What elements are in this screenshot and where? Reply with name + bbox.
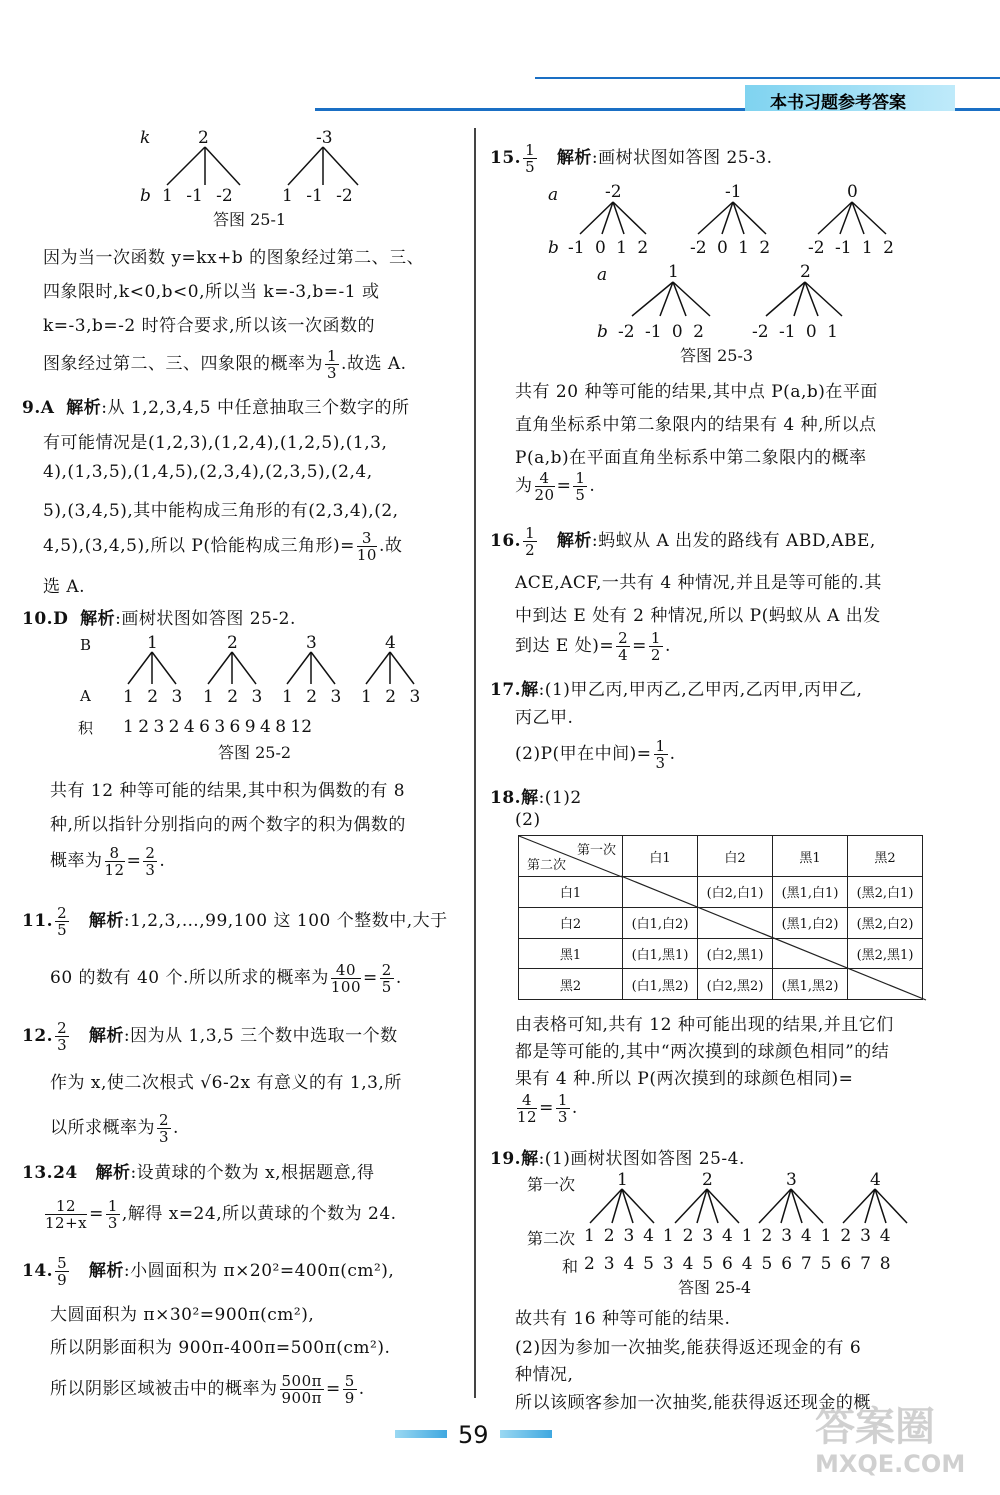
q8-line-1: 因为当一次函数 y=kx+b 的图象经过第二、三、 (43, 248, 425, 268)
q10-root-4: 4 (385, 633, 396, 653)
q8-text: 图象经过第二、三、四象限的概率为 (43, 354, 323, 374)
q16-line-3: 中到达 E 处有 2 种情况,所以 P(蚂蚁从 A 出发 (515, 606, 881, 626)
q13-line-1 (22, 1158, 374, 1183)
q13-text-2: ,解得 x=24,所以黄球的个数为 24. (121, 1204, 397, 1224)
den: 900π (281, 1389, 322, 1407)
column-divider (474, 128, 476, 1398)
q14-fraction-2 (343, 1373, 357, 1406)
eq: = (556, 476, 572, 496)
den: 5 (381, 978, 392, 996)
col-header: 白2 (698, 836, 773, 877)
tree1-root-1: 2 (198, 128, 209, 148)
table-cell: (白2,黑2) (698, 969, 773, 1000)
q15-line-4: P(a,b)在平面直角坐标系中第二象限内的概率 (515, 448, 867, 468)
q19-sums: 2 3 4 5 3 4 5 6 4 5 6 7 5 6 7 8 (584, 1254, 891, 1274)
q13-fraction-1 (45, 1198, 87, 1231)
q18-line-1 (490, 783, 582, 808)
q11-text: :1,2,3,…,99,100 这 100 个整数中,大于 (123, 911, 448, 931)
q14-tag: 解析 (88, 1261, 124, 1281)
q10-a-row-4: 1 2 3 (361, 687, 421, 707)
den: 12 (104, 861, 125, 879)
q15-fraction-1 (535, 470, 555, 503)
q18-end: . (571, 1098, 578, 1118)
q10-line-1 (22, 604, 296, 629)
num: 12 (45, 1198, 87, 1215)
q16-answer (523, 525, 537, 558)
q10-products: 1 2 3 2 4 6 3 6 9 4 8 12 (123, 717, 313, 737)
q16-fraction-1 (616, 630, 630, 663)
q16-number: 16. (490, 531, 522, 551)
q18-fraction-2 (556, 1092, 570, 1125)
q19-label-sum: 和 (562, 1257, 579, 1276)
q12-tag: 解析 (88, 1026, 124, 1046)
den: 9 (57, 1271, 68, 1289)
q15-root-bottom-1: 1 (668, 262, 679, 282)
q12-text-3: 以所求概率为 (50, 1118, 155, 1138)
num: 1 (575, 469, 586, 487)
q9-text-5: 4,5),(3,4,5),所以 P(恰能构成三角形)= (43, 536, 355, 556)
q15-leaves-top-1: -1 0 1 2 (568, 238, 649, 258)
table-diagonal (621, 876, 926, 1000)
row-header: 黑1 (519, 938, 623, 969)
corner-bottom: 第二次 (527, 858, 567, 873)
figure-caption-25-2: 答图 25-2 (218, 743, 292, 762)
table-cell: (黑1,黑2) (773, 969, 848, 1000)
q9-fraction (357, 530, 377, 563)
q10-root-3: 3 (306, 633, 317, 653)
q19-after-4: 所以该顾客参加一次抽奖,能获得返还现金的概 (515, 1393, 871, 1413)
q8-line-2: 四象限时,k<0,b<0,所以当 k=-3,b=-1 或 (43, 282, 380, 302)
q10-label-product: 积 (78, 719, 94, 737)
q10-label-b: B (80, 636, 92, 654)
q10-tag: 解析 (80, 609, 116, 629)
q10-line-4 (50, 845, 165, 878)
q10-line-2: 共有 12 种等可能的结果,其中积为偶数的有 8 (50, 781, 406, 801)
q15-line-3: 直角坐标系中第二象限内的结果有 4 种,所以点 (515, 415, 877, 435)
q8-line-4 (43, 348, 407, 381)
q8-fraction (325, 348, 339, 381)
q11-tag: 解析 (88, 911, 124, 931)
q10-text: :画树状图如答图 25-2. (115, 609, 296, 629)
den: 12+x (45, 1214, 88, 1232)
q10-line-3: 种,所以指针分别指向的两个数字的积为偶数的 (50, 815, 406, 835)
figure-caption-25-4: 答图 25-4 (678, 1278, 752, 1297)
eq: = (539, 1098, 554, 1118)
num: 1 (525, 141, 536, 159)
q12-number: 12. (22, 1026, 54, 1046)
num: 500π (281, 1372, 322, 1390)
q15-end: . (589, 476, 596, 496)
num: 3 (357, 530, 377, 547)
q19-label-first: 第一次 (527, 1175, 576, 1194)
q19-number: 19.解 (490, 1149, 539, 1169)
figure-caption-25-1: 答图 25-1 (213, 210, 287, 229)
q15-line-2: 共有 20 种等可能的结果,其中点 P(a,b)在平面 (515, 382, 878, 402)
q11-line-2 (50, 962, 402, 995)
q19-root-1: 1 (617, 1170, 628, 1190)
q15-leaves-top-3: -2 -1 1 2 (808, 238, 894, 258)
q12-text: :因为从 1,3,5 三个数中选取一个数 (123, 1026, 398, 1046)
table-corner (519, 836, 623, 877)
col-header: 白1 (623, 836, 698, 877)
q15-label-b-bottom: b (597, 322, 608, 342)
q9-line-5 (43, 530, 402, 563)
tree1-root-2: -3 (316, 128, 333, 148)
num: 2 (381, 961, 392, 979)
table-cell: (白1,黑1) (623, 938, 698, 969)
q9-text: :从 1,2,3,4,5 中任意抽取三个数字的所 (101, 398, 410, 418)
q14-line-1 (22, 1255, 394, 1288)
q18-fraction-1 (517, 1092, 537, 1125)
q16-text: :蚂蚁从 A 出发的路线有 ABD,ABE, (591, 531, 876, 551)
den: 3 (557, 1108, 568, 1126)
den: 3 (57, 1036, 68, 1054)
q16-line-1 (490, 525, 876, 558)
q15-root-top-2: -1 (725, 182, 742, 202)
table-cell: (白2,白1) (698, 877, 773, 908)
figure-caption-25-3: 答图 25-3 (680, 346, 754, 365)
q17-text-3: (2)P(甲在中间)= (515, 744, 652, 764)
q15-label-b-top: b (548, 238, 559, 258)
table-cell: (黑2,白1) (848, 877, 923, 908)
q15-leaves-top-2: -2 0 1 2 (690, 238, 771, 258)
q8-line-3: k=-3,b=-2 时符合要求,所以该一次函数的 (43, 316, 376, 336)
q11-text-2: 60 的数有 40 个.所以所求的概率为 (50, 968, 329, 988)
q19-root-2: 2 (702, 1170, 713, 1190)
q14-line-2: 大圆面积为 π×30²=900π(cm²), (50, 1305, 315, 1325)
q17-number: 17.解 (490, 680, 539, 700)
q15-line-5 (515, 470, 595, 503)
q15-root-bottom-2: 2 (800, 262, 811, 282)
q18-after-3: 果有 4 种.所以 P(两次摸到的球颜色相同)= (515, 1069, 854, 1089)
page-number: 59 (458, 1421, 489, 1449)
q10-branches (110, 650, 450, 690)
q14-fraction-1 (280, 1373, 325, 1406)
q15-branches-bottom (610, 280, 910, 320)
num: 2 (159, 1111, 170, 1129)
row-header: 白1 (519, 877, 623, 908)
header-rule (535, 77, 1000, 79)
den: 5 (57, 921, 68, 939)
q9-end: .故 (378, 536, 403, 556)
q17-text: :(1)甲乙丙,甲丙乙,乙甲丙,乙丙甲,丙甲乙, (538, 680, 863, 700)
header-title: 本书习题参考答案 (770, 93, 906, 113)
q19-after-3: 种情况, (515, 1365, 574, 1385)
q8-end: .故选 A. (341, 354, 407, 374)
tree1-leaves-2: 1 -1 -2 (282, 186, 353, 206)
q10-label-a: A (80, 687, 91, 705)
q16-text-4: 到达 E 处)= (515, 636, 615, 656)
watermark-logo: 答案圈 (815, 1404, 935, 1450)
tree1-leaves-1: 1 -1 -2 (162, 186, 233, 206)
q15-fraction-2 (573, 470, 587, 503)
q17-line-1 (490, 675, 862, 700)
q15-number: 15. (490, 148, 522, 168)
den: 3 (327, 364, 338, 382)
q19-root-3: 3 (786, 1170, 797, 1190)
q13-text: :设黄球的个数为 x,根据题意,得 (130, 1163, 375, 1183)
col-header: 黑1 (773, 836, 848, 877)
row-header: 黑2 (519, 969, 623, 1000)
q15-label-a-bottom: a (597, 265, 608, 285)
q13-number: 13.24 (22, 1163, 78, 1183)
den: 4 (618, 646, 629, 664)
den: 5 (525, 158, 536, 176)
q17-line-2: 丙乙甲. (515, 708, 574, 728)
q18-text: :(1)2 (538, 788, 582, 808)
num: 1 (525, 524, 536, 542)
q14-text: :小圆面积为 π×20²=400π(cm²), (123, 1261, 395, 1281)
col-header: 黑2 (848, 836, 923, 877)
table-cell: (黑1,白1) (773, 877, 848, 908)
q13-fraction-2 (106, 1198, 120, 1231)
q14-text-4: 所以阴影区域被击中的概率为 (50, 1379, 278, 1399)
q18-after-2: 都是等可能的,其中“两次摸到的球颜色相同”的结 (515, 1042, 890, 1062)
den: 5 (575, 486, 586, 504)
den: 12 (517, 1108, 538, 1126)
table-cell: (黑2,白2) (848, 907, 923, 938)
eq: = (126, 851, 142, 871)
corner-top: 第一次 (576, 843, 616, 858)
num: 1 (557, 1091, 568, 1109)
q11-end: . (395, 968, 402, 988)
num: 4 (517, 1092, 537, 1109)
den: 2 (650, 646, 661, 664)
q12-end: . (173, 1118, 179, 1138)
q15-root-top-1: -2 (605, 182, 622, 202)
q15-leaves-bottom-1: -2 -1 0 2 (618, 322, 704, 342)
den: 3 (159, 1128, 170, 1146)
q15-tag: 解析 (556, 148, 592, 168)
num: 2 (57, 904, 68, 922)
num: 1 (107, 1197, 118, 1215)
q10-fraction-1 (105, 845, 125, 878)
q19-branches (580, 1187, 960, 1227)
q18-line-2: (2) (515, 810, 541, 830)
q15-branches-top (560, 200, 960, 240)
num: 1 (327, 347, 338, 365)
num: 40 (331, 962, 361, 979)
q12-line-3 (50, 1112, 179, 1145)
num: 2 (145, 844, 156, 862)
q14-end: . (358, 1379, 365, 1399)
q10-text-4: 概率为 (50, 851, 103, 871)
q15-text-5: 为 (515, 476, 533, 496)
q12-fraction (157, 1112, 171, 1145)
q10-root-1: 1 (147, 633, 158, 653)
num: 5 (344, 1372, 355, 1390)
q16-line-2: ACE,ACF,一共有 4 种情况,并且是等可能的.其 (515, 573, 882, 593)
q14-answer (55, 1255, 69, 1288)
q9-line-6: 选 A. (43, 577, 86, 597)
den: 3 (655, 754, 666, 772)
q12-answer (55, 1020, 69, 1053)
table-cell: (黑1,白2) (773, 907, 848, 938)
q15-line-1 (490, 142, 773, 175)
eq: = (363, 968, 378, 988)
table-cell: (白1,白2) (623, 907, 698, 938)
q9-line-1 (22, 393, 409, 418)
num: 2 (618, 629, 629, 647)
den: 3 (107, 1214, 118, 1232)
q11-fraction-1 (331, 962, 361, 995)
num: 1 (650, 629, 661, 647)
table-cell: (白1,黑2) (623, 969, 698, 1000)
q16-end: . (664, 636, 671, 656)
eq: = (632, 636, 647, 656)
q15-root-top-3: 0 (847, 182, 858, 202)
q19-leaves: 1 2 3 4 1 2 3 4 1 2 3 4 1 2 3 4 (584, 1226, 891, 1246)
q10-a-row-3: 1 2 3 (282, 687, 342, 707)
num: 5 (57, 1254, 68, 1272)
q18-number: 18.解 (490, 788, 539, 808)
q11-number: 11. (22, 911, 54, 931)
den: 2 (525, 541, 536, 559)
q10-a-row-1: 1 2 3 (123, 687, 183, 707)
q19-label-second: 第二次 (527, 1229, 576, 1248)
q15-answer (523, 142, 537, 175)
num: 8 (105, 845, 125, 862)
q19-root-4: 4 (870, 1170, 881, 1190)
den: 3 (145, 861, 156, 879)
q16-tag: 解析 (556, 531, 592, 551)
q10-a-row-2: 1 2 3 (203, 687, 263, 707)
den: 100 (330, 978, 362, 996)
q13-line-2 (43, 1198, 397, 1231)
q9-tag: 解析 (66, 398, 102, 418)
q10-end: . (159, 851, 166, 871)
q19-after-1: 故共有 16 种等可能的结果. (515, 1309, 731, 1329)
q17-line-3 (515, 738, 675, 771)
q17-fraction (654, 738, 668, 771)
page-ornament-right (500, 1430, 552, 1438)
q12-line-1 (22, 1020, 398, 1053)
q15-label-a-top: a (548, 185, 559, 205)
q19-line-1 (490, 1144, 745, 1169)
q9-number: 9.A (22, 398, 55, 418)
den: 20 (534, 486, 555, 504)
eq: = (89, 1204, 104, 1224)
tree1-label-b: b (140, 186, 151, 206)
q9-line-4: 5),(3,4,5),其中能构成三角形的有(2,3,4),(2, (43, 501, 399, 521)
q19-text: :(1)画树状图如答图 25-4. (538, 1149, 745, 1169)
q14-line-3: 所以阴影面积为 900π-400π=500π(cm²). (50, 1338, 391, 1358)
tree1-label-k: k (140, 128, 151, 148)
q11-fraction-2 (380, 962, 394, 995)
q17-end: . (669, 744, 676, 764)
q11-answer (55, 905, 69, 938)
q14-number: 14. (22, 1261, 54, 1281)
page-ornament-left (395, 1430, 447, 1438)
table-cell: (白2,黑1) (698, 938, 773, 969)
q12-line-2: 作为 x,使二次根式 √6-2x 有意义的有 1,3,所 (50, 1073, 402, 1093)
q10-fraction-2 (143, 845, 157, 878)
q10-root-2: 2 (227, 633, 238, 653)
q16-line-4 (515, 630, 671, 663)
table-cell: (黑2,黑1) (848, 938, 923, 969)
q9-line-2: 有可能情况是(1,2,3),(1,2,4),(1,2,5),(1,3, (43, 433, 388, 453)
watermark-url: MXQE.COM (815, 1450, 966, 1478)
q14-line-4 (50, 1373, 365, 1406)
q11-line-1 (22, 905, 448, 938)
den: 10 (356, 546, 377, 564)
num: 1 (655, 737, 666, 755)
q13-tag: 解析 (95, 1163, 131, 1183)
q15-leaves-bottom-2: -2 -1 0 1 (752, 322, 838, 342)
q15-text: :画树状图如答图 25-3. (591, 148, 773, 168)
q10-number: 10.D (22, 609, 69, 629)
q9-line-3: 4),(1,3,5),(1,4,5),(2,3,4),(2,3,5),(2,4, (43, 462, 373, 482)
eq: = (326, 1379, 341, 1399)
q19-after-2: (2)因为参加一次抽奖,能获得返还现金的有 6 (515, 1338, 862, 1358)
q18-after-4 (515, 1092, 578, 1125)
num: 4 (535, 470, 555, 487)
row-header: 白2 (519, 907, 623, 938)
q18-after-1: 由表格可知,共有 12 种可能出现的结果,并且它们 (515, 1015, 894, 1035)
num: 2 (57, 1019, 68, 1037)
den: 9 (344, 1389, 355, 1407)
q16-fraction-2 (649, 630, 663, 663)
